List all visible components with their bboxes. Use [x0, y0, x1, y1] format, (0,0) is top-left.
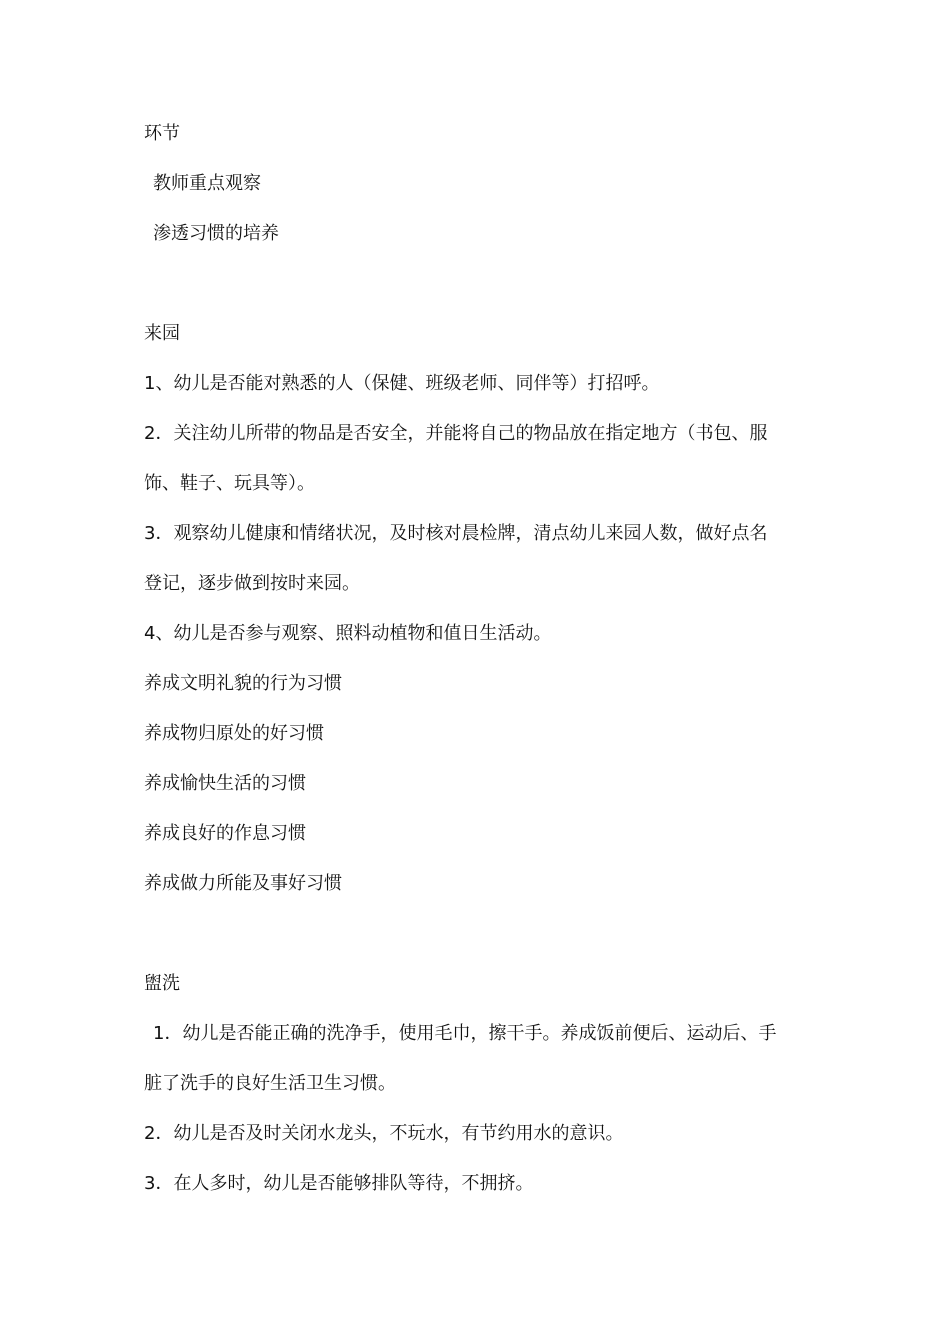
habit-item-1: 养成文明礼貌的行为习惯	[144, 673, 342, 694]
washing-item-1-line-2: 脏了洗手的良好生活卫生习惯。	[144, 1073, 396, 1094]
habit-item-4: 养成良好的作息习惯	[144, 823, 306, 844]
header-habit-label: 渗透习惯的培养	[153, 223, 279, 244]
arrival-item-3-line-2: 登记，逐步做到按时来园。	[144, 573, 360, 594]
habit-item-2: 养成物归原处的好习惯	[144, 723, 324, 744]
washing-item-3: 3．在人多时，幼儿是否能够排队等待，不拥挤。	[144, 1173, 534, 1194]
header-stage-label: 环节	[144, 123, 180, 144]
habit-item-3: 养成愉快生活的习惯	[144, 773, 306, 794]
washing-item-2: 2．幼儿是否及时关闭水龙头，不玩水，有节约用水的意识。	[144, 1123, 624, 1144]
section-title-arrival: 来园	[144, 323, 180, 344]
arrival-item-1: 1、幼儿是否能对熟悉的人（保健、班级老师、同伴等）打招呼。	[144, 373, 660, 394]
habit-item-5: 养成做力所能及事好习惯	[144, 873, 342, 894]
washing-item-1-line-1: 1．幼儿是否能正确的洗净手，使用毛巾，擦干手。养成饭前便后、运动后、手	[153, 1023, 777, 1044]
arrival-item-2-line-2: 饰、鞋子、玩具等）。	[144, 473, 315, 494]
arrival-item-3-line-1: 3．观察幼儿健康和情绪状况，及时核对晨检牌，清点幼儿来园人数，做好点名	[144, 523, 768, 544]
arrival-item-4: 4、幼儿是否参与观察、照料动植物和值日生活动。	[144, 623, 552, 644]
section-title-washing: 盥洗	[144, 973, 180, 994]
header-observation-label: 教师重点观察	[153, 173, 261, 194]
arrival-item-2-line-1: 2．关注幼儿所带的物品是否安全，并能将自己的物品放在指定地方（书包、服	[144, 423, 768, 444]
